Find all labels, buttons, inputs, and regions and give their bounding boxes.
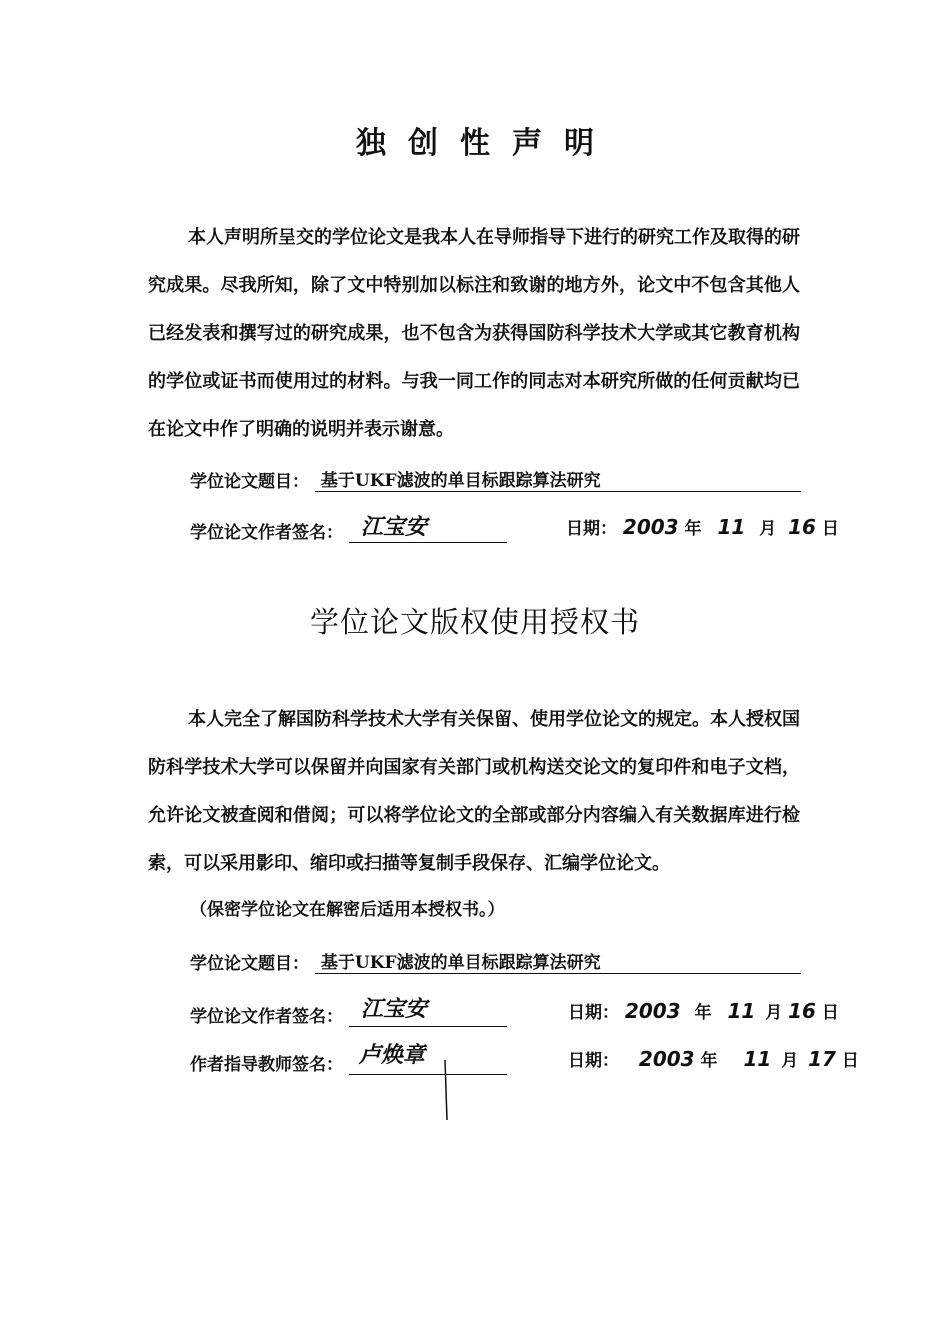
declaration-date-month-unit: 月 bbox=[759, 519, 777, 539]
authorization-topic-label: 学位论文题目： bbox=[190, 954, 309, 974]
authorization-advisor-row bbox=[190, 1043, 507, 1075]
declaration-topic-label: 学位论文题目： bbox=[190, 472, 309, 492]
declaration-topic-row bbox=[190, 466, 801, 492]
authorization-advisor-date-day: 17 bbox=[808, 1047, 836, 1071]
authorization-title: 学位论文版权使用授权书 bbox=[309, 605, 640, 639]
authorization-author-label: 学位论文作者签名： bbox=[190, 1007, 343, 1027]
declaration-date-label: 日期： bbox=[566, 519, 617, 539]
authorization-author-signature-text: 江宝安 bbox=[360, 997, 427, 1022]
declaration-author-row bbox=[190, 514, 507, 543]
authorization-author-date bbox=[568, 998, 839, 1023]
authorization-author-date-year: 2003 bbox=[624, 999, 681, 1023]
authorization-advisor-signature bbox=[349, 1043, 507, 1075]
declaration-author-signature bbox=[349, 514, 507, 543]
authorization-advisor-date-year-unit: 年 bbox=[700, 1051, 718, 1071]
declaration-author-signature-text: 江宝安 bbox=[360, 515, 427, 540]
declaration-author-label: 学位论文作者签名： bbox=[190, 523, 343, 543]
authorization-author-signature bbox=[349, 998, 507, 1027]
authorization-advisor-date-day-unit: 日 bbox=[841, 1051, 859, 1071]
authorization-advisor-date-year: 2003 bbox=[638, 1047, 695, 1071]
authorization-advisor-signature-text: 卢焕章 bbox=[358, 1043, 425, 1068]
declaration-date-year-unit: 年 bbox=[684, 519, 702, 539]
authorization-body: 本人完全了解国防科学技术大学有关保留、使用学位论文的规定。本人授权国防科学技术大学可以保留并向国家有关部门或机构送交论文的复印件和电子文档，允许论文被查阅和借阅；可以将学位论文的全部或部分内容编入有关数据库进行检索，可以采用影印、缩印或扫描等复制手段保存、汇编学位论文。 bbox=[148, 709, 800, 874]
declaration-date-day-unit: 日 bbox=[821, 519, 839, 539]
advisor-signature-stroke bbox=[439, 1060, 469, 1130]
authorization-advisor-date bbox=[568, 1046, 859, 1071]
authorization-advisor-date-month-unit: 月 bbox=[781, 1051, 799, 1071]
declaration-title: 独创性声明 bbox=[356, 126, 616, 161]
authorization-author-date-day-unit: 日 bbox=[821, 1003, 839, 1023]
declaration-date-year: 2003 bbox=[622, 515, 679, 539]
authorization-author-date-label: 日期： bbox=[568, 1003, 619, 1023]
authorization-author-date-month: 11 bbox=[727, 999, 756, 1023]
declaration-date-month: 11 bbox=[717, 515, 746, 539]
authorization-topic-value: 基于UKF滤波的单目标跟踪算法研究 bbox=[315, 948, 801, 974]
declaration-date-day: 16 bbox=[788, 515, 816, 539]
authorization-advisor-label: 作者指导教师签名： bbox=[190, 1055, 343, 1075]
authorization-author-date-month-unit: 月 bbox=[765, 1003, 783, 1023]
authorization-author-date-year-unit: 年 bbox=[694, 1003, 712, 1023]
declaration-topic-value: 基于UKF滤波的单目标跟踪算法研究 bbox=[315, 466, 801, 492]
declaration-body: 本人声明所呈交的学位论文是我本人在导师指导下进行的研究工作及取得的研究成果。尽我所知，除了文中特别加以标注和致谢的地方外，论文中不包含其他人已经发表和撰写过的研究成果，也不包含为获得国防科学技术大学或其它教育机构的学位或证书而使用过的材料。与我一同工作的同志对本研究所做的任何贡献均已在论文中作了明确的说明并表示谢意。 bbox=[148, 227, 800, 440]
authorization-author-date-day: 16 bbox=[788, 999, 816, 1023]
authorization-topic-row bbox=[190, 948, 801, 974]
authorization-author-row bbox=[190, 998, 507, 1027]
declaration-date bbox=[566, 514, 839, 539]
authorization-advisor-date-month: 11 bbox=[743, 1047, 772, 1071]
authorization-note: （保密学位论文在解密后适用本授权书。） bbox=[190, 900, 505, 920]
authorization-advisor-date-label: 日期： bbox=[568, 1051, 619, 1071]
